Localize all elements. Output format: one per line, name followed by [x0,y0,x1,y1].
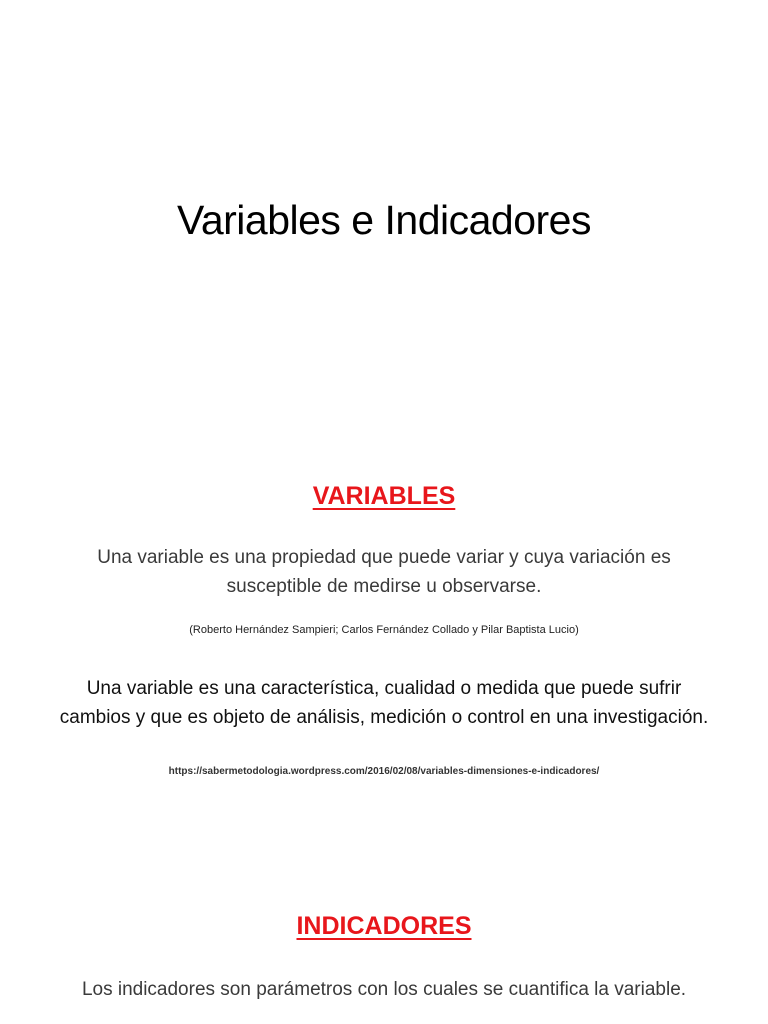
variable-definition-1: Una variable es una propiedad que puede variar y cuya variación es susceptible de medirse u observarse. [97,547,671,597]
variable-definition-2: Una variable es una característica, cualidad o medida que puede sufrir cambios y que es objeto de análisis, medición o control en una investigación. [59,678,709,728]
slide-title: Variables e Indicadores [177,197,591,243]
title-slide [0,0,768,434]
citation-authors: (Roberto Hernández Sampieri; Carlos Fernández Collado y Pilar Baptista Lucio) [189,624,579,636]
source-url: https://sabermetodologia.wordpress.com/2016/02/08/variables-dimensiones-e-indicadores/ [168,766,600,777]
indicadores-heading: INDICADORES [296,912,472,940]
content-slide [0,434,768,1024]
indicadores-definition: Los indicadores son parámetros con los cuales se cuantifica la variable. [81,979,687,1000]
variables-heading: VARIABLES [312,482,456,510]
